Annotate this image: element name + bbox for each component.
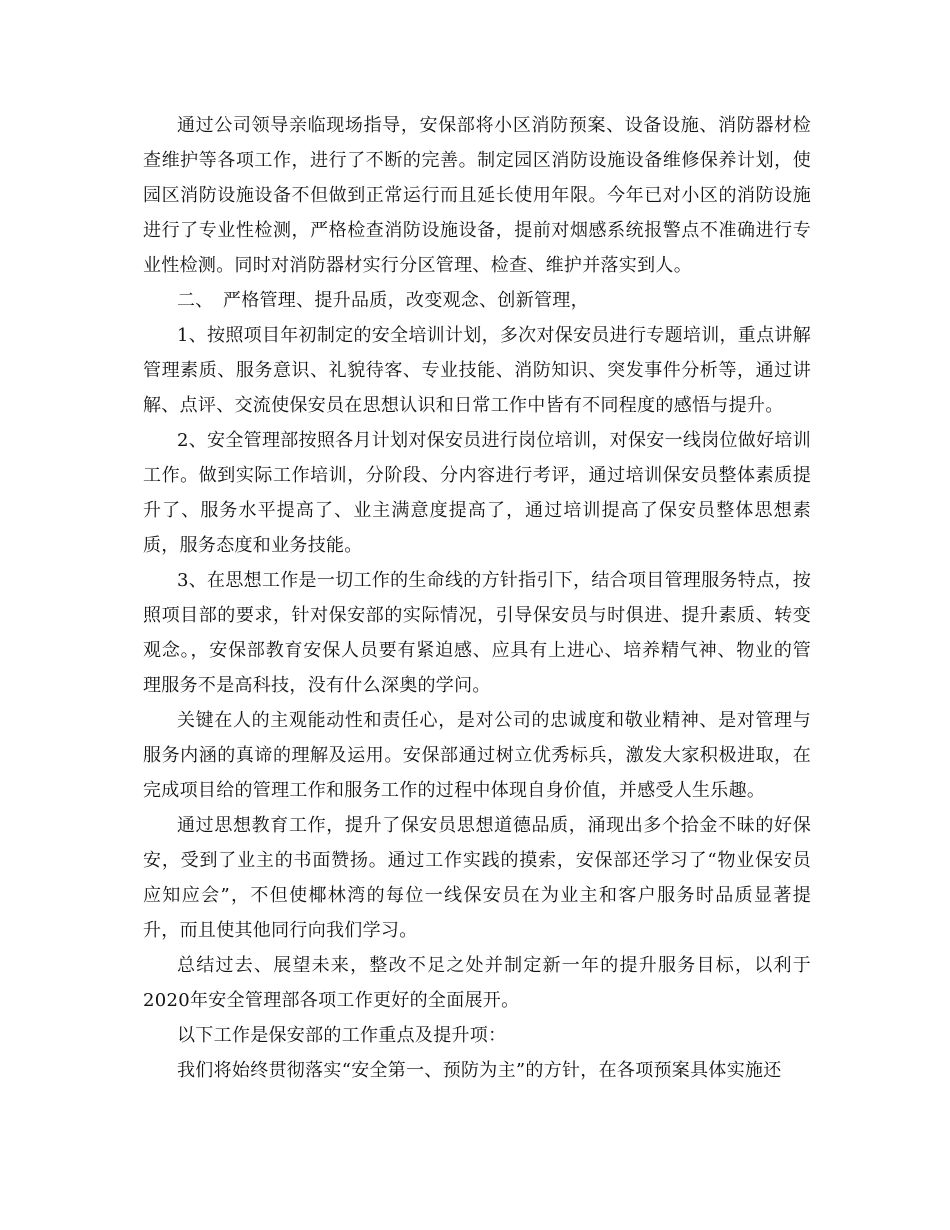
paragraph-ideological-education: 通过思想教育工作，提升了保安员思想道德品质，涌现出多个拾金不昧的好保安，受到了业主的书面赞扬。通过工作实践的摸索，安保部还学习了“物业保安员应知应会”，不但使椰林湾的每位一线保安员在为业主和客户服务时品质显著提升，而且使其他同行向我们学习。 [143,815,811,941]
document-body [143,108,811,1088]
paragraph-item-2: 2、安全管理部按照各月计划对保安员进行岗位培训，对保安一线岗位做好培训工作。做到实际工作培训，分阶段、分内容进行考评，通过培训保安员整体素质提升了、服务水平提高了、业主满意度提高了，通过培训提高了保安员整体思想素质，服务态度和业务技能。 [143,430,811,556]
paragraph-key-responsibility: 关键在人的主观能动性和责任心，是对公司的忠诚度和敬业精神、是对管理与服务内涵的真谛的理解及运用。安保部通过树立优秀标兵，激发大家积极进取，在完成项目给的管理工作和服务工作的过程中体现自身价值，并感受人生乐趣。 [143,710,811,801]
paragraph-fire-safety: 通过公司领导亲临现场指导，安保部将小区消防预案、设备设施、消防器材检查维护等各项工作，进行了不断的完善。制定园区消防设施设备维修保养计划，使园区消防设施设备不但做到正常运行而且延长使用年限。今年已对小区的消防设施进行了专业性检测，严格检查消防设施设备，提前对烟感系统报警点不准确进行专业性检测。同时对消防器材实行分区管理、检查、维护并落实到人。 [143,115,811,276]
paragraph-focus-intro: 以下工作是保安部的工作重点及提升项： [177,1025,507,1046]
paragraph-policy: 我们将始终贯彻落实“安全第一、预防为主”的方针，在各项预案具体实施还 [177,1060,782,1081]
paragraph-item-3: 3、在思想工作是一切工作的生命线的方针指引下，结合项目管理服务特点，按照项目部的要求，针对保安部的实际情况，引导保安员与时俱进、提升素质、转变观念。，安保部教育安保人员要有紧迫感、应具有上进心、培养精气神、物业的管理服务不是高科技，没有什么深奥的学问。 [143,570,811,696]
paragraph-summary: 总结过去、展望未来，整改不足之处并制定新一年的提升服务目标，以利于2020年安全管理部各项工作更好的全面展开。 [143,955,811,1011]
paragraph-item-1: 1、按照项目年初制定的安全培训计划，多次对保安员进行专题培训，重点讲解管理素质、服务意识、礼貌待客、专业技能、消防知识、突发事件分析等，通过讲解、点评、交流使保安员在思想认识和日常工作中皆有不同程度的感悟与提升。 [143,325,811,416]
section-heading-two: 二、 严格管理、提升品质，改变观念、创新管理， [177,290,589,311]
